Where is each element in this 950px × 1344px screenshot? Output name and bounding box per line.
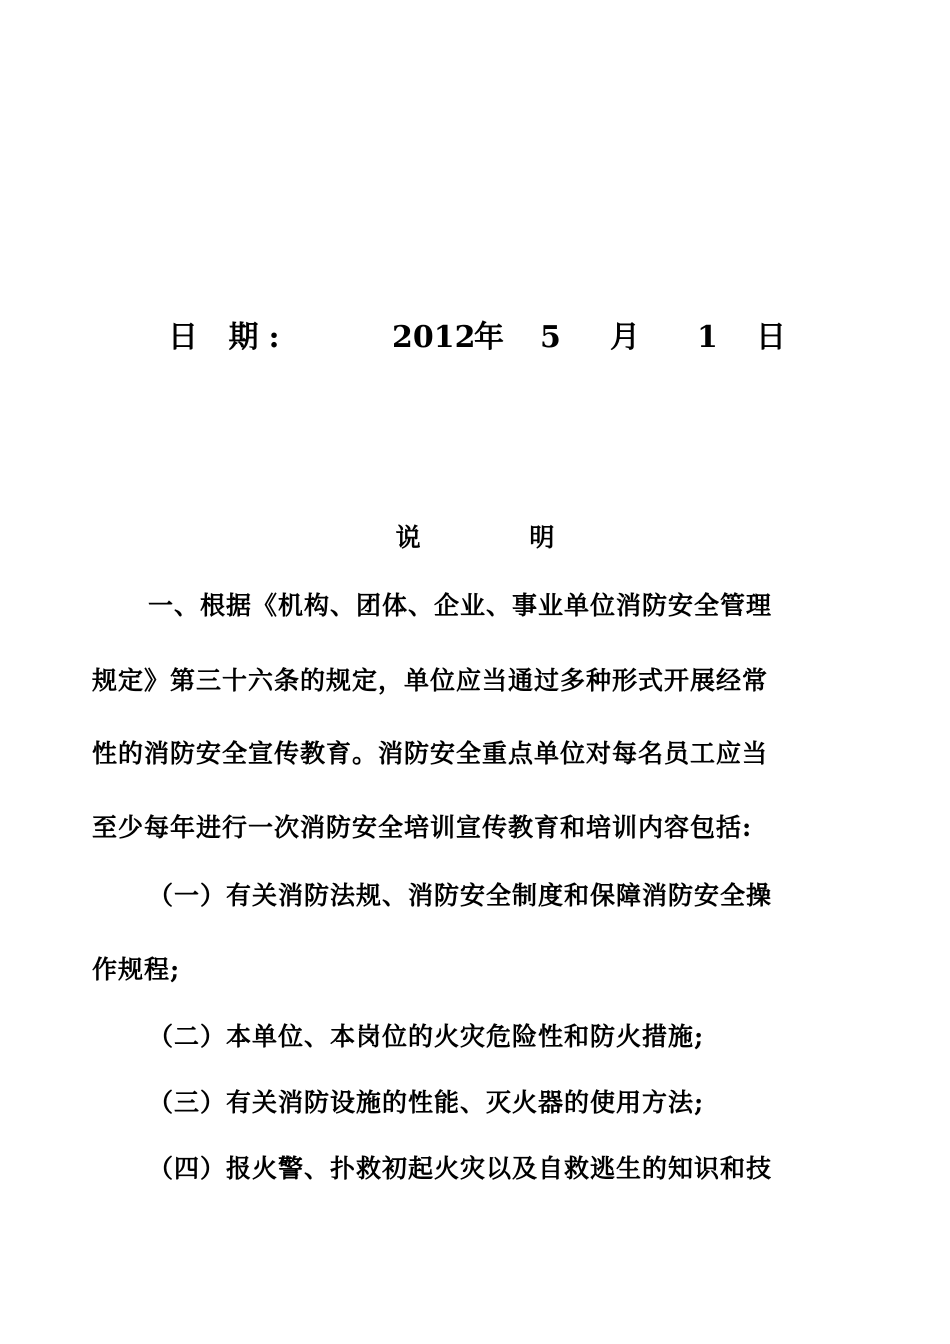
- date-day-unit: 日: [756, 320, 786, 355]
- date-month-unit: 月: [610, 320, 640, 355]
- paragraph-line: 一、根据《机构、团体、企业、事业单位消防安全管理: [148, 591, 773, 620]
- date-label: 日 期:: [168, 320, 290, 355]
- paragraph-line: 规定》第三十六条的规定，单位应当通过多种形式开展经常: [92, 666, 769, 695]
- section-title: 说 明: [395, 523, 605, 552]
- paragraph-line: 至少每年进行一次消防安全培训宣传教育和培训内容包括:: [92, 813, 753, 842]
- paragraph-line: （二）本单位、本岗位的火灾危险性和防火措施;: [148, 1022, 705, 1051]
- date-day: 1: [697, 320, 718, 355]
- paragraph-line: 作规程;: [92, 955, 181, 984]
- paragraph-line: 性的消防安全宣传教育。消防安全重点单位对每名员工应当: [92, 739, 769, 768]
- paragraph-line: （四）报火警、扑救初起火灾以及自救逃生的知识和技: [148, 1154, 773, 1183]
- date-row: [0, 316, 950, 360]
- paragraph-line: （一）有关消防法规、消防安全制度和保障消防安全操: [148, 881, 773, 910]
- date-year: 2012: [392, 320, 476, 355]
- paragraph-line: （三）有关消防设施的性能、灭火器的使用方法;: [148, 1088, 705, 1117]
- date-month: 5: [540, 320, 561, 355]
- date-year-unit: 年: [474, 320, 504, 355]
